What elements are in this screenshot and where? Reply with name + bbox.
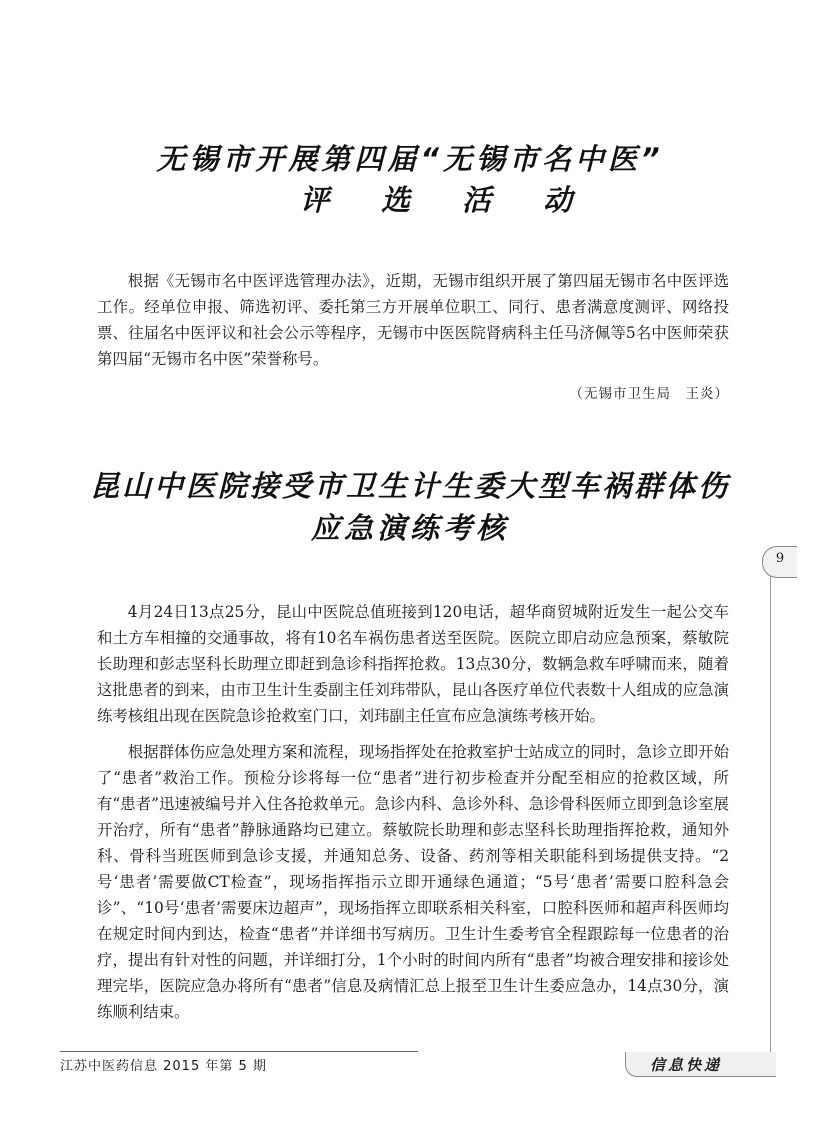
footer-journal: 江苏中医药信息 2015 年第 5 期 (60, 1059, 267, 1074)
footer-rule (60, 1051, 418, 1052)
page-number: 9 (775, 551, 785, 566)
article1-title-line2: 评选活动 (299, 183, 624, 217)
article1-source: （无锡市卫生局 王炎） (569, 386, 729, 402)
footer-section: 信息快递 (650, 1056, 723, 1074)
article2-paragraph-1: 4月24日13点25分，昆山中医院总值班接到120电话，超华商贸城附近发生一起公交车和土方车相撞的交通事故，将有10名车祸伤患者送至医院。医院立即启动应急预案，蔡敏院长助理和彭志坚科长助理立即赶到急诊科指挥抢救。13点30分，数辆急救车呼啸而来，随着这批患者的到来，由市卫生计生委副主任刘玮带队，昆山各医疗单位代表数十人组成的应急演练考核组出现在医院急诊抢救室门口，刘玮副主任宣布应急演练考核开始。 (97, 603, 729, 725)
article1-body: 根据《无锡市名中医评选管理办法》，近期，无锡市组织开展了第四届无锡市名中医评选工作。经单位申报、筛选初评、委托第三方开展单位职工、同行、患者满意度测评、网络投票、往届名中医评议和社会公示等程序，无锡市中医医院肾病科主任马济佩等5名中医师荣获第四届“无锡市名中医”荣誉称号。 (97, 272, 729, 368)
article2-paragraph-2: 根据群体伤应急处理方案和流程，现场指挥处在抢救室护士站成立的同时，急诊立即开始了“患者”救治工作。预检分诊将每一位“患者”进行初步检查并分配至相应的抢救区域，所有“患者”迅速被编号并入住各抢救单元。急诊内科、急诊外科、急诊骨科医师立即到急诊室展开治疗，所有“患者”静脉通路均已建立。蔡敏院长助理和彭志坚科长助理指挥抢救，通知外科、骨科当班医师到急诊支援，并通知总务、设备、药剂等相关职能科到场提供支持。“2号‘患者’需要做CT检查”，现场指挥指示立即开通绿色通道；“5号‘患者’需要口腔科急会诊”、“10号‘患者’需要床边超声”，现场指挥立即联系相关科室，口腔科医师和超声科医师均在规定时间内到达，检查“患者”并详细书写病历。卫生计生委考官全程跟踪每一位患者的治疗，提出有针对性的问题，并详细打分，1个小时的时间内所有“患者”均被合理安排和接诊处理完毕，医院应急办将所有“患者”信息及病情汇总上报至卫生计生委应急办，14点30分，演练顺利结束。 (97, 743, 729, 1021)
article2-title-line2: 应急演练考核 (310, 511, 509, 545)
article1-title-line1: 无锡市开展第四届“无锡市名中医” (156, 142, 664, 176)
article2-title-line1: 昆山中医院接受市卫生计生委大型车祸群体伤 (89, 469, 730, 503)
margin-rule (770, 548, 771, 1060)
